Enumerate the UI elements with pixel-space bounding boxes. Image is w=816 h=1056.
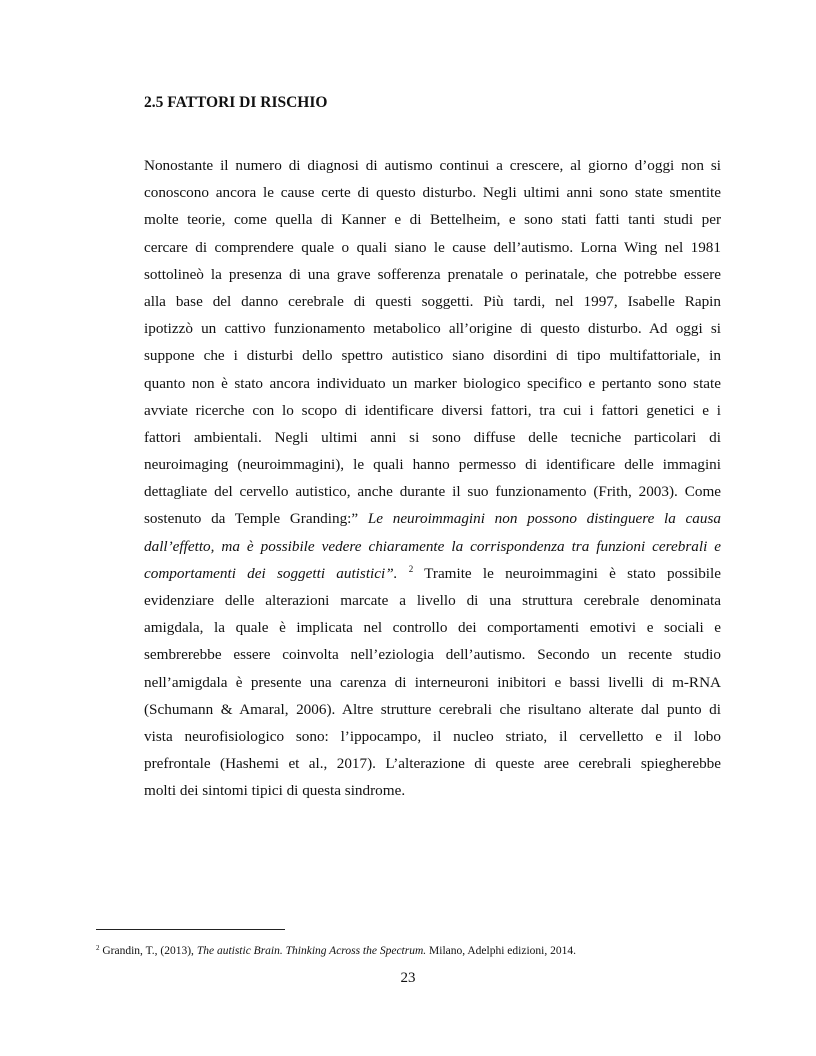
quote-text: comportamenti dei soggetti autistici	[144, 564, 386, 582]
paragraph-line: molte teorie, come quella di Kanner e di Bettelheim, e sono stati fatti tanti studi per	[144, 211, 721, 229]
quote-close: ”.	[385, 564, 409, 582]
paragraph-line: ipotizzò un cattivo funzionamento metabolico all’origine di questo disturbo. Ad oggi si	[144, 320, 721, 338]
footnote	[96, 943, 576, 959]
paragraph-line: molti dei sintomi tipici di questa sindrome.	[144, 782, 406, 800]
paragraph-line: dettagliate del cervello autistico, anche durante il suo funzionamento (Frith, 2003). Come	[144, 483, 721, 501]
paragraph-line-quote-end	[144, 560, 721, 587]
footnote-text: Grandin, T., (2013),	[99, 945, 197, 957]
paragraph-line: Nonostante il numero di diagnosi di autismo continui a crescere, al giorno d’oggi non si	[144, 157, 721, 174]
footnote-title: The autistic Brain. Thinking Across the Spectrum.	[196, 945, 427, 957]
quote-text: dall’effetto, ma è possibile vedere chiaramente la corrispondenza tra funzioni cerebrali e	[144, 537, 721, 555]
paragraph-line: quanto non è stato ancora individuato un marker biologico specifico e pertanto sono state	[144, 374, 721, 392]
paragraph-line: conoscono ancora le cause certe di questo disturbo. Negli ultimi anni sono state smentite	[144, 184, 721, 202]
body-paragraph	[144, 152, 721, 805]
after-quote-text: Tramite le neuroimmagini è stato possibile	[413, 564, 721, 582]
section-heading: 2.5 FATTORI DI RISCHIO	[144, 94, 328, 111]
paragraph-line: cercare di comprendere quale o quali siano le cause dell’autismo. Lorna Wing nel 1981	[144, 238, 721, 256]
footnote-text: Milano, Adelphi edizioni, 2014.	[426, 945, 576, 957]
paragraph-line: amigdala, la quale è implicata nel controllo dei comportamenti emotivi e sociali e	[144, 619, 721, 637]
page-number: 23	[400, 970, 416, 986]
paragraph-line: avviate ricerche con lo scopo di identificare diversi fattori, tra cui i fattori genetici e i	[144, 401, 721, 419]
quote-text: Le neuroimmagini non possono distinguere la causa	[367, 510, 721, 528]
paragraph-line: sembrerebbe essere coinvolta nell’eziologia dell’autismo. Secondo un recente studio	[144, 646, 721, 664]
footnote-number: 2	[96, 944, 100, 952]
paragraph-line: (Schumann & Amaral, 2006). Altre strutture cerebrali che risultano alterate dal punto di	[144, 700, 721, 718]
paragraph-line: sottolineò la presenza di una grave sofferenza prenatale o perinatale, che potrebbe essere	[144, 265, 721, 283]
quote-intro: sostenuto da Temple Granding:”	[144, 510, 368, 528]
paragraph-line: evidenziare delle alterazioni marcate a livello di una struttura cerebrale denominata	[144, 592, 721, 609]
paragraph-line: fattori ambientali. Negli ultimi anni si sono diffuse delle tecniche particolari di	[144, 428, 721, 446]
paragraph-line-quote	[144, 533, 721, 560]
paragraph-line: neuroimaging (neuroimmagini), le quali hanno permesso di identificare delle immagini	[144, 456, 721, 474]
paragraph-line: suppone che i disturbi dello spettro autistico siano disordini di tipo multifattoriale, in	[144, 347, 721, 365]
footnote-reference[interactable]: 2	[408, 563, 414, 574]
paragraph-line: nell’amigdala è presente una carenza di interneuroni inibitori e bassi livelli di m-RNA	[144, 673, 721, 691]
paragraph-line: alla base del danno cerebrale di questi soggetti. Più tardi, nel 1997, Isabelle Rapin	[144, 292, 721, 310]
paragraph-line: prefrontale (Hashemi et al., 2017). L’alterazione di queste aree cerebrali spiegherebbe	[144, 755, 721, 773]
footnote-separator	[96, 929, 285, 930]
paragraph-line: vista neurofisiologico sono: l’ippocampo, il nucleo striato, il cervelletto e il lobo	[144, 727, 721, 745]
paragraph-line-quote-start	[144, 505, 721, 532]
